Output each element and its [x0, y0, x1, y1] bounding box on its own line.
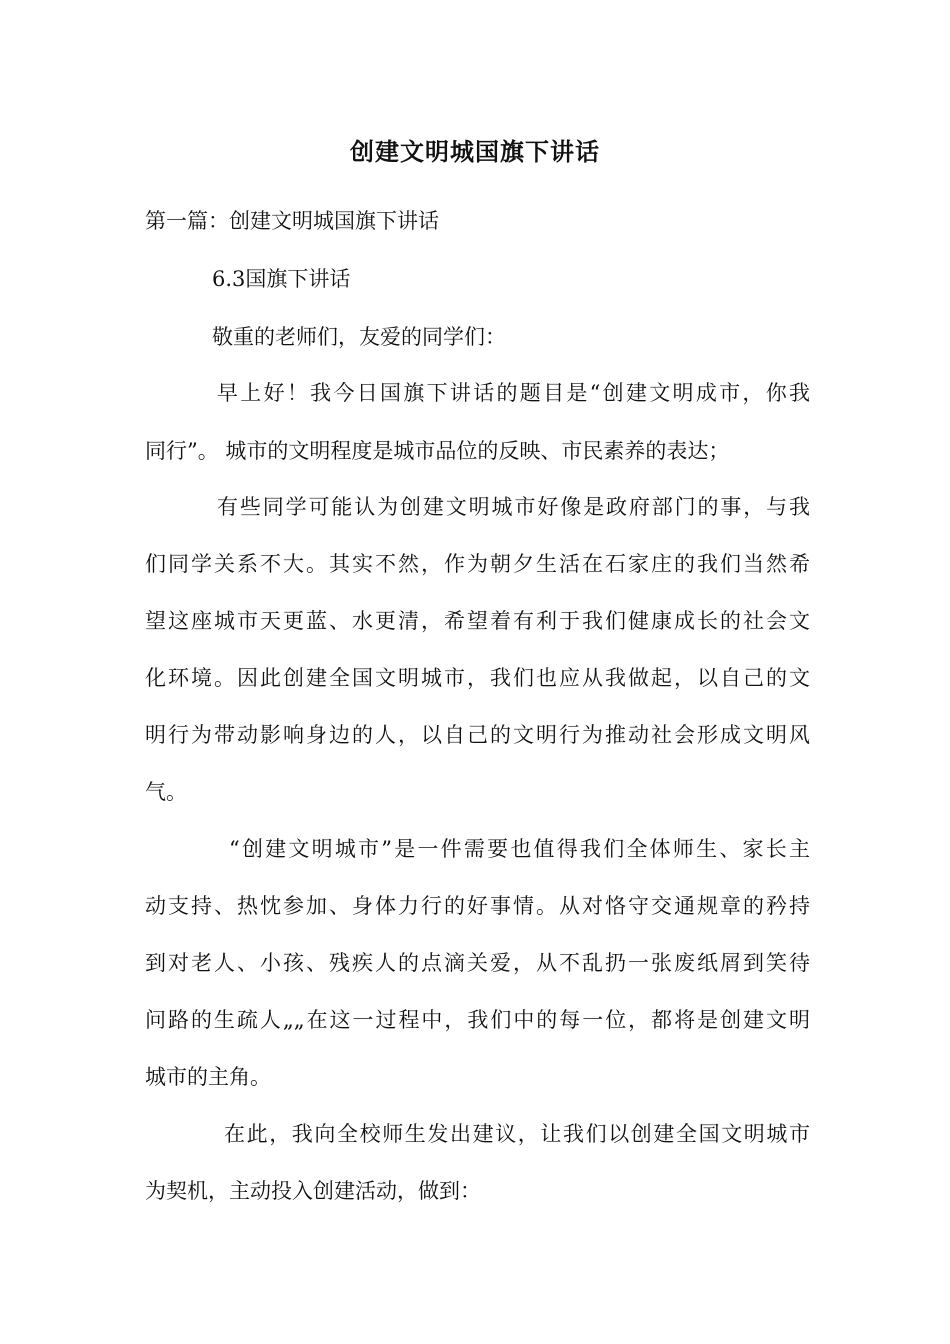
paragraph-line: 望这座城市天更蓝、水更清，希望着有利于我们健康成长的社会文 — [145, 609, 810, 633]
paragraph-line: 明行为带动影响身边的人，以自己的文明行为推动社会形成文明风 — [145, 723, 810, 747]
paragraph-line: 到对老人、小孩、残疾人的点滴关爱，从不乱扔一张废纸屑到笑待 — [145, 951, 810, 975]
paragraph-line: 气。 — [145, 780, 187, 804]
paragraph-line: 同行”。 城市的文明程度是城市品位的反映、市民素养的表达； — [145, 439, 730, 463]
subheading: 6.3国旗下讲话 — [212, 267, 351, 291]
paragraph-line: 动支持、热忱参加、身体力行的好事情。从对恪守交通规章的矜持 — [145, 894, 810, 918]
paragraph-line: “创建文明城市”是一件需要也值得我们全体师生、家长主 — [229, 837, 810, 861]
paragraph-line: 早上好！我今日国旗下讲话的题目是“创建文明成市，你我 — [217, 381, 810, 405]
greeting: 敬重的老师们，友爱的同学们： — [212, 325, 506, 349]
paragraph-line: 有些同学可能认为创建文明城市好像是政府部门的事，与我 — [217, 495, 810, 519]
paragraph-line: 化环境。因此创建全国文明城市，我们也应从我做起，以自己的文 — [145, 666, 810, 690]
paragraph-line: 在此，我向全校师生发出建议，让我们以创建全国文明城市 — [224, 1122, 810, 1146]
paragraph-line: 问路的生疏人„„在这一过程中，我们中的每一位，都将是创建文明 — [145, 1008, 810, 1032]
paragraph-line: 为契机，主动投入创建活动，做到： — [145, 1179, 481, 1203]
paragraph-line: 城市的主角。 — [145, 1065, 271, 1089]
paragraph-line: 们同学关系不大。其实不然，作为朝夕生活在石家庄的我们当然希 — [145, 552, 810, 576]
document-title: 创建文明城国旗下讲话 — [350, 138, 600, 166]
section-heading: 第一篇：创建文明城国旗下讲话 — [145, 209, 439, 233]
